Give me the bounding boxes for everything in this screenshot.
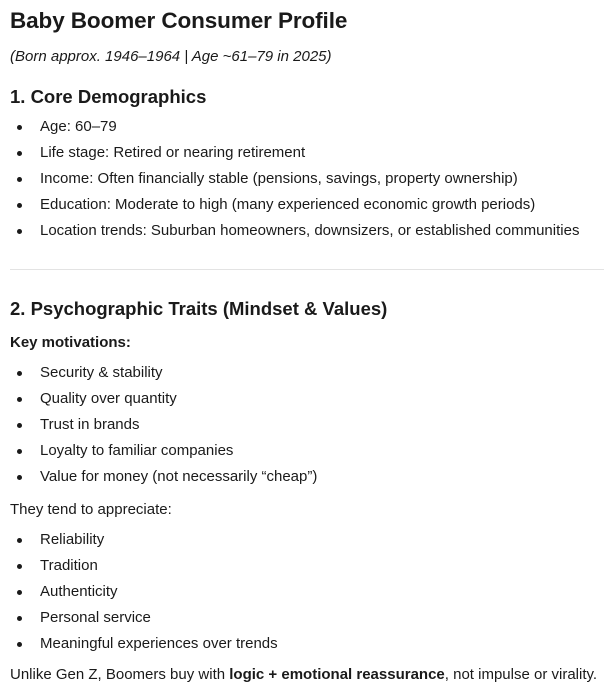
list-item: Authenticity: [0, 579, 278, 605]
section-divider: [10, 269, 604, 270]
page-subtitle: (Born approx. 1946–1964 | Age ~61–79 in 2025): [10, 48, 332, 65]
list-item: Location trends: Suburban homeowners, downsizers, or established communities: [0, 218, 579, 244]
list-item: Personal service: [0, 605, 278, 631]
list-item: Life stage: Retired or nearing retirement: [0, 140, 579, 166]
bullet-icon: [17, 151, 22, 156]
bullet-icon: [17, 642, 22, 647]
bullet-icon: [17, 125, 22, 130]
closing-statement: [10, 666, 597, 683]
list-item: Tradition: [0, 553, 278, 579]
motivations-list: [0, 360, 317, 490]
list-item: Loyalty to familiar companies: [0, 438, 317, 464]
demographics-list: [0, 114, 579, 244]
closing-text-bold: logic + emotional reassurance: [229, 666, 445, 683]
bullet-icon: [17, 475, 22, 480]
list-item: Meaningful experiences over trends: [0, 631, 278, 657]
list-item: Trust in brands: [0, 412, 317, 438]
bullet-icon: [17, 423, 22, 428]
list-item: Income: Often financially stable (pensions, savings, property ownership): [0, 166, 579, 192]
list-item: Age: 60–79: [0, 114, 579, 140]
list-item: Reliability: [0, 527, 278, 553]
bullet-icon: [17, 616, 22, 621]
bullet-icon: [17, 177, 22, 182]
closing-text-before: Unlike Gen Z, Boomers buy with: [10, 666, 230, 683]
page-title: Baby Boomer Consumer Profile: [10, 8, 348, 33]
section-heading-psychographic: 2. Psychographic Traits (Mindset & Values): [10, 298, 388, 319]
list-item: Value for money (not necessarily “cheap”): [0, 464, 317, 490]
appreciate-list: [0, 527, 278, 657]
list-item: Security & stability: [0, 360, 317, 386]
bullet-icon: [17, 538, 22, 543]
list-item: Education: Moderate to high (many experienced economic growth periods): [0, 192, 579, 218]
bullet-icon: [17, 203, 22, 208]
section-heading-demographics: 1. Core Demographics: [10, 86, 207, 107]
bullet-icon: [17, 564, 22, 569]
motivations-label: Key motivations:: [10, 334, 131, 351]
closing-text-after: , not impulse or virality.: [444, 666, 598, 683]
list-item: Quality over quantity: [0, 386, 317, 412]
bullet-icon: [17, 371, 22, 376]
appreciate-label: They tend to appreciate:: [10, 501, 172, 518]
bullet-icon: [17, 397, 22, 402]
bullet-icon: [17, 449, 22, 454]
bullet-icon: [17, 229, 22, 234]
bullet-icon: [17, 590, 22, 595]
